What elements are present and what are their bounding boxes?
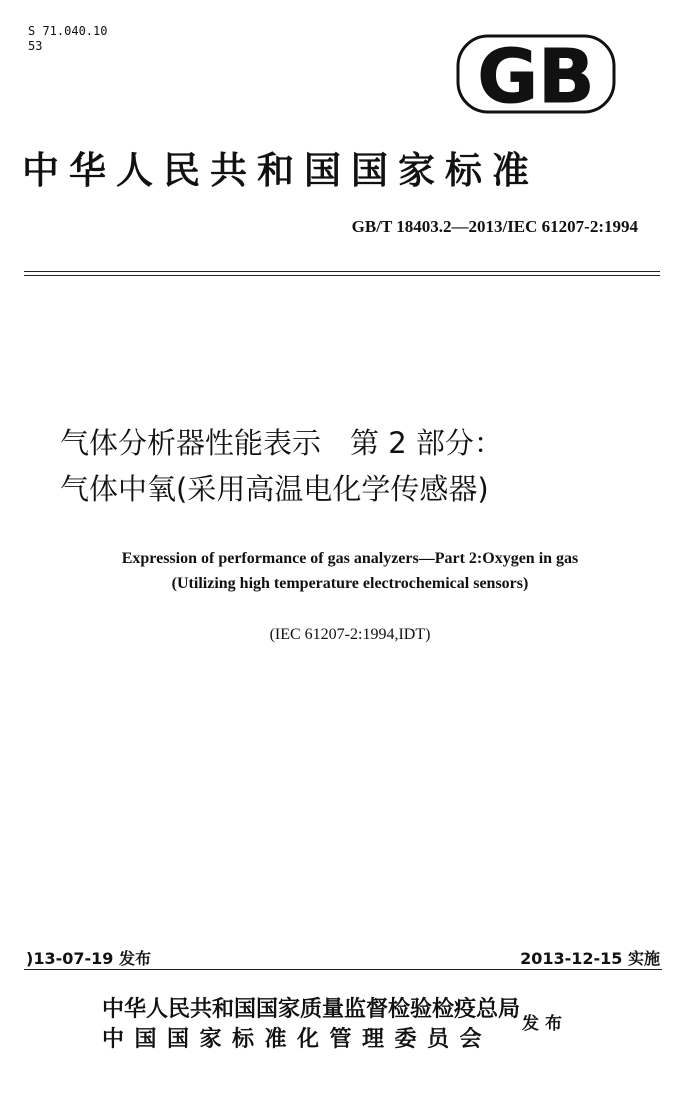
issuer-sac: 中国国家标准化管理委员会	[102, 1026, 493, 1052]
gb-logo-icon	[456, 34, 616, 114]
footer-divider	[24, 969, 662, 970]
issue-date: )13-07-19 发布	[26, 949, 151, 968]
chinese-title	[60, 420, 503, 512]
implementation-date: 2013-12-15 实施	[520, 949, 660, 968]
header-divider-bottom	[24, 275, 660, 276]
gb-logo-text: GB	[477, 34, 595, 114]
chinese-title-line-1: 气体分析器性能表示 第 2 部分：	[60, 426, 503, 460]
ics-line-2: 53	[28, 39, 43, 53]
equivalence-note: (IEC 61207-2:1994,IDT)	[269, 626, 431, 643]
ics-line-1: S 71.040.10	[28, 24, 108, 38]
standard-number: GB/T 18403.2—2013/IEC 61207-2:1994	[351, 217, 638, 236]
ics-code	[28, 24, 107, 54]
chinese-title-line-2: 气体中氧(采用高温电化学传感器)	[60, 472, 489, 506]
gb-logo	[456, 34, 616, 118]
english-title-line-1: Expression of performance of gas analyzers—Part 2:Oxygen in gas	[121, 550, 579, 567]
issuer-aqsiq: 中华人民共和国国家质量监督检验检疫总局	[102, 996, 521, 1022]
national-standard-title: 中华人民共和国国家标准	[22, 148, 539, 192]
english-title-line-2: (Utilizing high temperature electrochemical sensors)	[171, 575, 529, 592]
english-title	[0, 546, 700, 596]
header-divider-top	[24, 271, 660, 272]
publish-label: 发布	[522, 1014, 568, 1034]
